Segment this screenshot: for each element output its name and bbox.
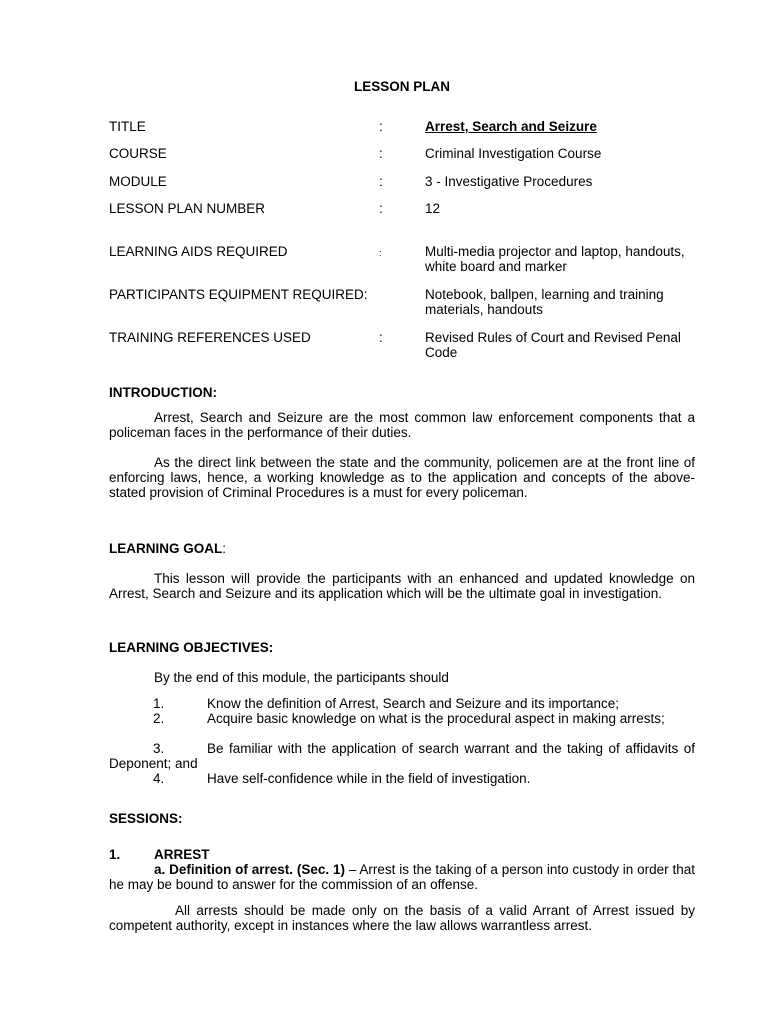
definition-section: . (Sec. 1) — [289, 862, 345, 877]
lesson-number-colon: : — [379, 201, 383, 216]
introduction-paragraph-1: Arrest, Search and Seizure are the most common law enforcement components that a policeman faces in the performance of their duties. — [109, 410, 695, 440]
arrest-definition — [109, 862, 695, 892]
learning-goal-heading-colon: : — [222, 541, 227, 556]
references-colon: : — [379, 330, 383, 345]
sessions-heading: SESSIONS: — [109, 811, 183, 826]
lesson-number-value: 12 — [425, 201, 441, 216]
definition-text: – Arrest is the taking of a person into custody in order that he may be bound to answer for the commission of an offense. — [109, 862, 695, 892]
title-value: Arrest, Search and Seizure — [425, 119, 597, 134]
objective-text: Acquire basic knowledge on what is the procedural aspect in making arrests; — [207, 711, 665, 726]
learning-goal-heading-text: LEARNING GOAL — [109, 541, 223, 556]
references-value: Revised Rules of Court and Revised Penal Code — [425, 330, 681, 360]
page-title: LESSON PLAN — [353, 79, 450, 94]
definition-label: a. Definition of arrest — [154, 862, 290, 877]
objective-text: Have self-confidence while in the field of investigation. — [207, 771, 531, 786]
objective-number: 4. — [153, 771, 165, 786]
title-label: TITLE — [109, 119, 146, 134]
aids-colon: : — [379, 248, 382, 258]
introduction-heading: INTRODUCTION: — [109, 385, 217, 400]
course-colon: : — [379, 146, 383, 161]
lesson-number-label: LESSON PLAN NUMBER — [109, 201, 266, 216]
module-colon: : — [379, 174, 383, 189]
module-value: 3 - Investigative Procedures — [425, 174, 593, 189]
equipment-value: Notebook, ballpen, learning and training materials, handouts — [425, 287, 664, 317]
learning-objectives-intro: By the end of this module, the participants should — [154, 670, 449, 685]
objective-number: 3. — [153, 741, 165, 756]
objective-text: Be familiar with the application of search warrant and the taking of affidavits of Deponent; and — [109, 741, 695, 771]
learning-goal-text: This lesson will provide the participants with an enhanced and updated knowledge on Arrest, Search and Seizure and its application which will be the ultimate goal in investigation. — [109, 571, 695, 601]
arrest-heading: ARREST — [154, 847, 210, 862]
objective-number: 1. — [153, 696, 165, 711]
course-label: COURSE — [109, 146, 167, 161]
aids-value: Multi-media projector and laptop, handouts, white board and marker — [425, 244, 685, 274]
arrest-number: 1. — [109, 847, 121, 862]
aids-label: LEARNING AIDS REQUIRED — [109, 244, 288, 259]
learning-objectives-heading: LEARNING OBJECTIVES: — [109, 640, 274, 655]
objective-text: Know the definition of Arrest, Search and Seizure and its importance; — [207, 696, 619, 711]
introduction-paragraph-2: As the direct link between the state and the community, policemen are at the front line of enforcing laws, hence, a working knowledge as to the application and concepts of the above-stated provision of Criminal Procedures is a must for every policeman. — [109, 455, 695, 500]
equipment-label: PARTICIPANTS EQUIPMENT REQUIRED: — [109, 287, 368, 302]
learning-goal-heading — [109, 541, 226, 556]
title-colon: : — [379, 119, 383, 134]
arrest-paragraph: All arrests should be made only on the basis of a valid Arrant of Arrest issued by competent authority, except in instances where the law allows warrantless arrest. — [109, 903, 695, 933]
module-label: MODULE — [109, 174, 167, 189]
course-value: Criminal Investigation Course — [425, 146, 602, 161]
references-label: TRAINING REFERENCES USED — [109, 330, 311, 345]
objective-number: 2. — [153, 711, 165, 726]
